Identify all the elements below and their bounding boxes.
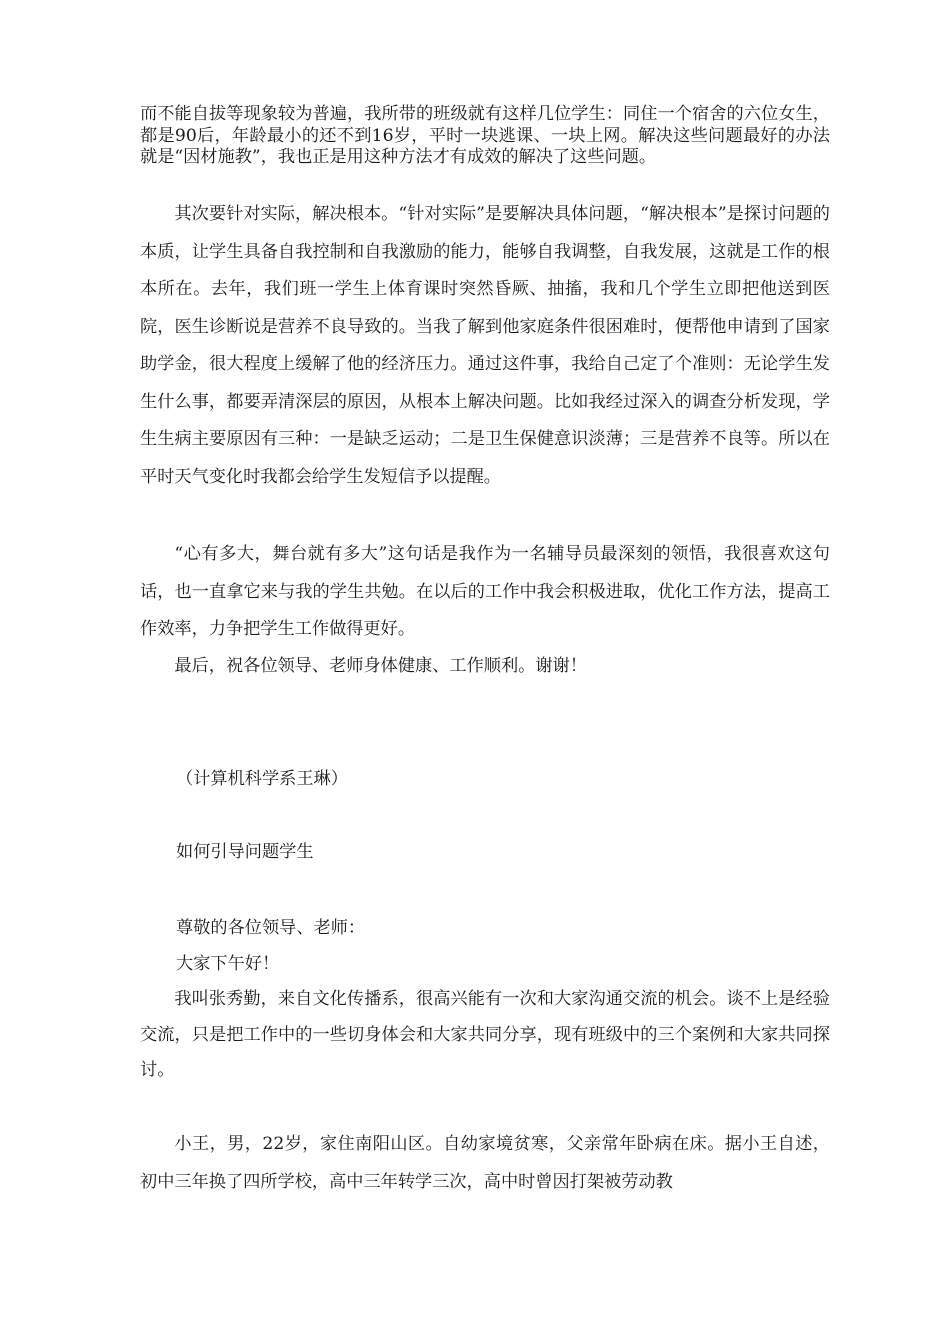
section-title: 如何引导问题学生 bbox=[176, 842, 314, 862]
salutation: 尊敬的各位领导、老师： bbox=[176, 918, 366, 938]
paragraph-continued: 而不能自拔等现象较为普遍，我所带的班级就有这样几位学生：同住一个宿舍的六位女生，都是90后，年龄最小的还不到16岁，平时一块逃课、一块上网。解决这些问题最好的办法就是“因材施教”，我也正是用这种方法才有成效的解决了这些问题。 bbox=[140, 104, 830, 167]
paragraph-introduction: 我叫张秀勤，来自文化传播系，很高兴能有一次和大家沟通交流的机会。谈不上是经验交流，只是把工作中的一些切身体会和大家共同分享，现有班级中的三个案例和大家共同探讨。 bbox=[140, 989, 830, 1080]
paragraph-root-cause: 其次要针对实际，解决根本。“针对实际”是要解决具体问题，“解决根本”是探讨问题的本质，让学生具备自我控制和自我激励的能力，能够自我调整，自我发展，这就是工作的根本所在。去年，我们班一学生上体育课时突然昏厥、抽搐，我和几个学生立即把他送到医院，医生诊断说是营养不良导致的。当我了解到他家庭条件很困难时，便帮他申请到了国家助学金，很大程度上缓解了他的经济压力。通过这件事，我给自己定了个准则：无论学生发生什么事，都要弄清深层的原因，从根本上解决问题。比如我经过深入的调查分析发现，学生生病主要原因有三种：一是缺乏运动；二是卫生保健意识淡薄；三是营养不良等。所以在平时天气变化时我都会给学生发短信予以提醒。 bbox=[140, 204, 830, 487]
greeting: 大家下午好！ bbox=[176, 954, 280, 974]
author-line: （计算机科学系王琳） bbox=[176, 769, 348, 789]
paragraph-closing: 最后，祝各位领导、老师身体健康、工作顺利。谢谢！ bbox=[174, 656, 587, 676]
paragraph-case-one: 小王，男，22岁，家住南阳山区。自幼家境贫寒，父亲常年卧病在床。据小王自述，初中三年换了四所学校，高中三年转学三次，高中时曾因打架被劳动教 bbox=[140, 1134, 830, 1192]
paragraph-stage-quote: “心有多大，舞台就有多大”这句话是我作为一名辅导员最深刻的领悟，我很喜欢这句话，也一直拿它来与我的学生共勉。在以后的工作中我会积极进取，优化工作方法，提高工作效率，力争把学生工作做得更好。 bbox=[140, 544, 830, 639]
